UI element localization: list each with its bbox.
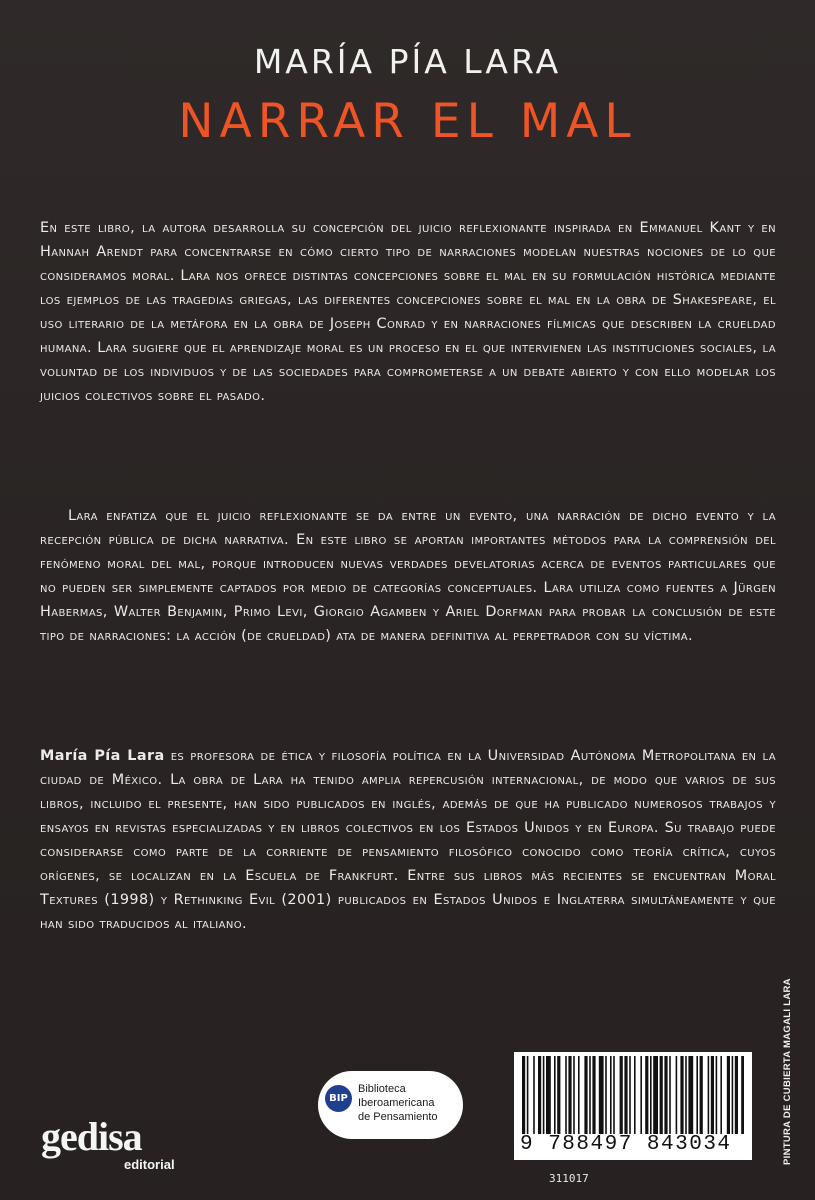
isbn-digits: 9 788497 843034 [520,1133,732,1156]
series-name-line-1: Biblioteca [358,1083,406,1095]
author-bio-text: es profesora de ética y filosofía política en la Universidad Autónoma Metropolitana en la ciudad de México. La obra de Lara ha tenido amplia repercusión internacional, de modo que varios de sus libros, incluido el presente, han sido publicados en inglés, además de que ha publicado numerosos trabajos y ensayos en revistas especializadas y en libros colectivos en los Estados Unidos y en Europa. Su trabajo puede considerarse como parte de la corriente de pensamiento filosófico conocido como teoría crítica, cuyos orígenes, se localizan en la Escuela de Frankfurt. Entre sus libros más recientes se encuentran Moral Textures (1998) y Rethinking Evil (2001) publicados en Estados Unidos e Inglaterra simultáneamente y que han sido traducidos al italiano. [40,748,776,932]
cover-art-credit: PINTURA DE CUBIERTA MAGALI LARA [782,978,793,1165]
publisher-logo: gedisa [41,1114,142,1159]
author-name: MARÍA PÍA LARA [253,42,562,81]
bip-logo: BIP [325,1085,352,1112]
book-title: NARRAR EL MAL [178,94,637,149]
barcode-bars [522,1056,744,1134]
series-badge [318,1071,463,1139]
isbn-barcode [514,1052,752,1160]
author-bio [40,744,776,936]
code-number: 311017 [549,1172,589,1185]
series-name-line-3: de Pensamiento [358,1111,438,1123]
series-name-line-2: Iberoamericana [358,1097,435,1109]
synopsis-paragraph-1: En este libro, la autora desarrolla su concepción del juicio reflexionante inspirada en Emmanuel Kant y en Hannah Arendt para concentrarse en cómo cierto tipo de narraciones modelan nuestras nociones de lo que consideramos moral. Lara nos ofrece distintas concepciones sobre el mal en su formulación histórica mediante los ejemplos de las tragedias griegas, las diferentes concepciones sobre el mal en la obra de Shakespeare, el uso literario de la metáfora en la obra de Joseph Conrad y en narraciones fílmicas que describen la crueldad humana. Lara sugiere que el aprendizaje moral es un proceso en el que intervienen las instituciones sociales, la voluntad de los individuos y de las sociedades para comprometerse a un debate abierto y con ello modelar los juicios colectivos sobre el pasado. [40,220,776,404]
author-bio-name: María Pía Lara [40,748,165,764]
publisher-subtitle: editorial [124,1157,175,1172]
series-name [358,1082,462,1124]
synopsis-paragraph-2: Lara enfatiza que el juicio reflexionante se da entre un evento, una narración de dicho evento y la recepción pública de dicha narrativa. En este libro se aportan importantes métodos para la comprensión del fenómeno moral del mal, porque introducen nuevas verdades develatorias acerca de eventos particulares que no pueden ser simplemente captados por medio de categorías conceptuales. Lara utiliza como fuentes a Jürgen Habermas, Walter Benjamin, Primo Levi, Giorgio Agamben y Ariel Dorfman para probar la conclusión de este tipo de narraciones: la acción (de crueldad) ata de manera definitiva al perpetrador con su víctima. [40,508,776,644]
